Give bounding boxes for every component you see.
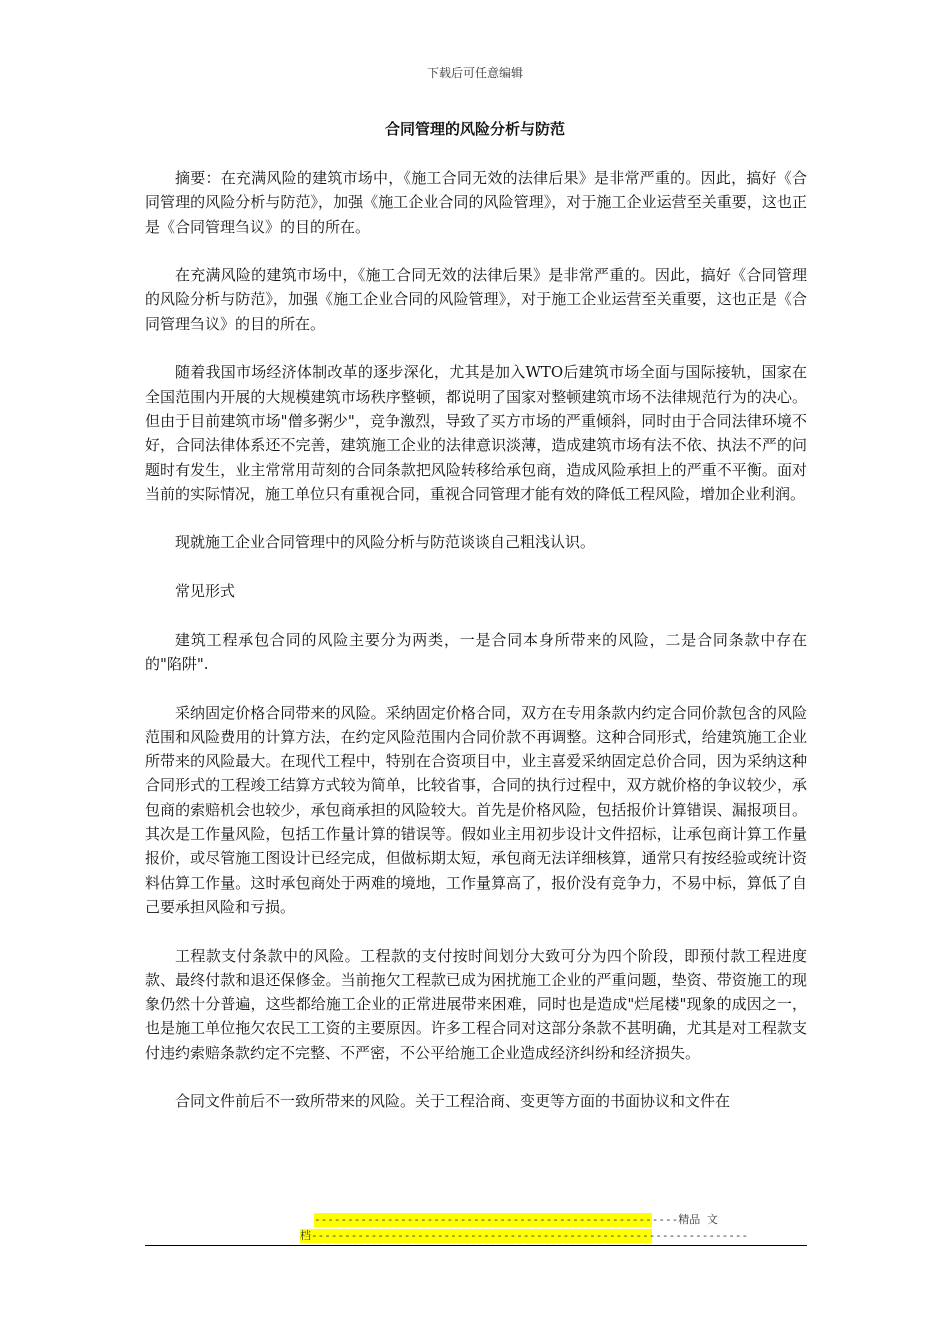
paragraph-risk-types: 建筑工程承包合同的风险主要分为两类，一是合同本身所带来的风险，二是合同条款中存在的"陷阱".	[145, 630, 807, 673]
section-heading: 常见形式	[175, 582, 236, 601]
footer-watermark-line-1: -------------------------------------------------------精品 文	[314, 1213, 718, 1226]
paragraph-payment-risk: 工程款支付条款中的风险。工程款的支付按时间划分大致可分为四个阶段，即预付款工程进度款、最终付款和退还保修金。当前拖欠工程款已成为困扰施工企业的严重问题，垫资、带资施工的现象仍然十分普遍，这些都给施工企业的正常进展带来困难，同时也是造成"烂尾楼"现象的成因之一，也是施工单位拖欠农民工工资的主要原因。许多工程合同对这部分条款不甚明确，尤其是对工程款支付违约索赔条款约定不完整、不严密，不公平给施工企业造成经济纠纷和经济损失。	[145, 946, 807, 1062]
document-body	[145, 166, 807, 1114]
paragraph-intro: 在充满风险的建筑市场中，《施工合同无效的法律后果》是非常严重的。因此，搞好《合同管理的风险分析与防范》，加强《施工企业合同的风险管理》，对于施工企业运营至关重要，这也正是《合同管理刍议》的目的所在。	[145, 266, 807, 333]
paragraph-fixed-price-risk: 采纳固定价格合同带来的风险。采纳固定价格合同，双方在专用条款内约定合同价款包含的风险范围和风险费用的计算方法，在约定风险范围内合同价款不再调整。这种合同形式，给建筑施工企业所带来的风险最大。在现代工程中，特别在合资项目中，业主喜爱采纳固定总价合同，因为采纳这种合同形式的工程竣工结算方式较为简单，比较省事，合同的执行过程中，双方就价格的争议较少，承包商的索赔机会也较少，承包商承担的风险较大。首先是价格风险，包括报价计算错误、漏报项目。其次是工作量风险，包括工作量计算的错误等。假如业主用初步设计文件招标，让承包商计算工作量报价，或尽管施工图设计已经完成，但做标期太短，承包商无法详细核算，通常只有按经验或统计资料估算工作量。这时承包商处于两难的境地，工作量算高了，报价没有竞争力，不易中标，算低了自己要承担风险和亏损。	[145, 703, 807, 916]
paragraph-background: 随着我国市场经济体制改革的逐步深化，尤其是加入WTO后建筑市场全面与国际接轨，国家在全国范围内开展的大规模建筑市场秩序整顿，都说明了国家对整顿建筑市场不法律规范行为的决心。但由于目前建筑市场"僧多粥少"，竞争激烈，导致了买方市场的严重倾斜，同时由于合同法律环境不好，合同法律体系还不完善，建筑施工企业的法律意识淡薄，造成建筑市场有法不依、执法不严的问题时有发生，业主常常用苛刻的合同条款把风险转移给承包商，造成风险承担上的严重不平衡。面对当前的实际情况，施工单位只有重视合同，重视合同管理才能有效的降低工程风险，增加企业利润。	[145, 363, 807, 503]
paragraph-abstract: 摘要：在充满风险的建筑市场中，《施工合同无效的法律后果》是非常严重的。因此，搞好《合同管理的风险分析与防范》，加强《施工企业合同的风险管理》，对于施工企业运营至关重要，这也正是《合同管理刍议》的目的所在。	[145, 169, 807, 236]
footer-divider	[145, 1245, 807, 1246]
document-title: 合同管理的风险分析与防范	[384, 120, 565, 138]
footer-watermark-line-2: 档------------------------------------------------------------------	[300, 1229, 749, 1242]
paragraph-inconsistency-risk: 合同文件前后不一致所带来的风险。关于工程洽商、变更等方面的书面协议和文件在	[175, 1092, 731, 1111]
page-header: 下载后可任意编辑	[426, 66, 523, 80]
paragraph-purpose: 现就施工企业合同管理中的风险分析与防范谈谈自己粗浅认识。	[175, 533, 596, 552]
